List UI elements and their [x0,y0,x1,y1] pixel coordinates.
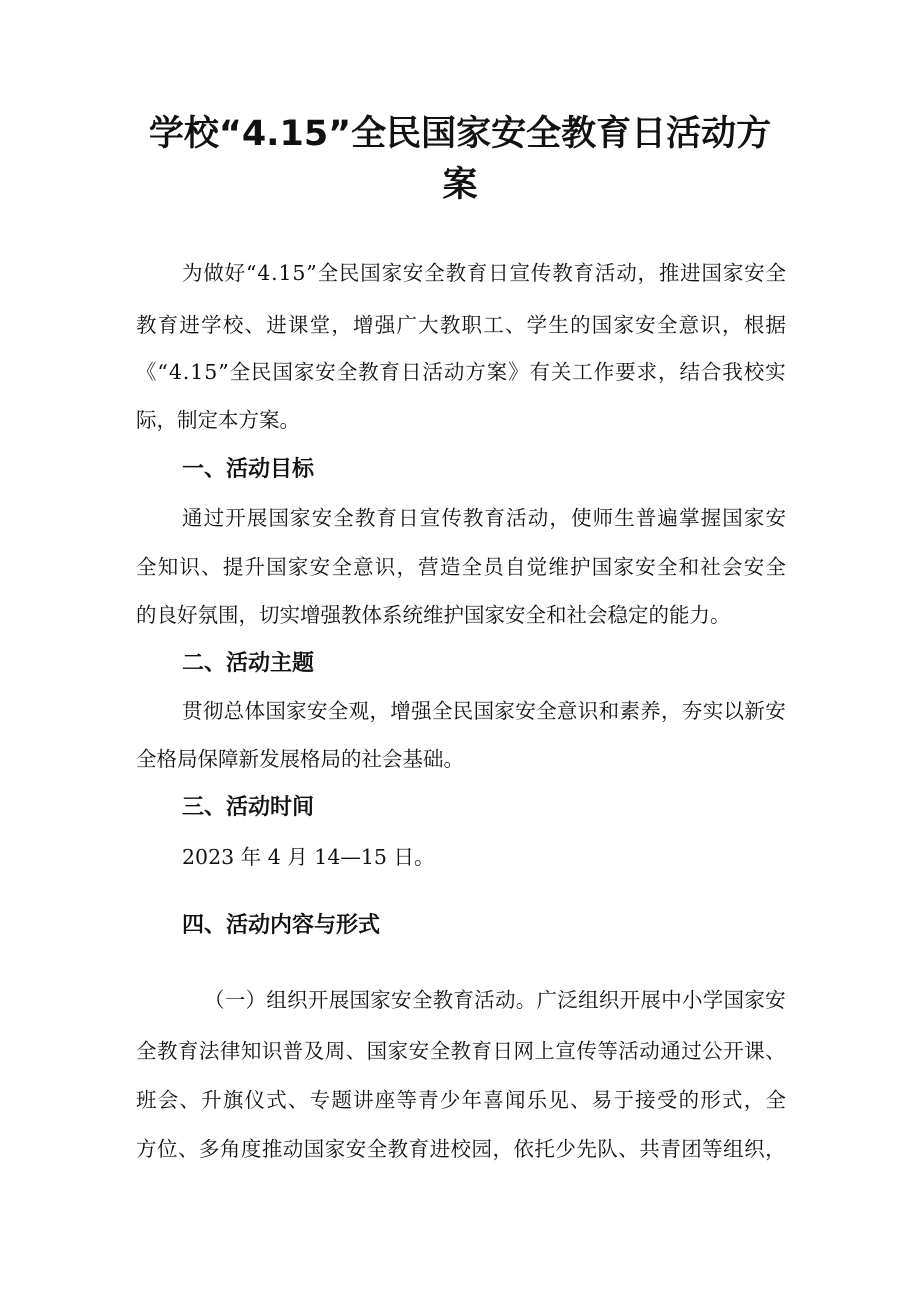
document-title-line-1: 学校“4.15”全民国家安全教育日活动方 [148,114,772,154]
content-line-3: 班 会 、 升 旗 仪 式 、 专 题 讲 座 等 青 少 年 喜 闻 乐 见 、 易 于 接 受 的 形 式 ， 全 [136,1088,786,1112]
theme-line-1: 贯 彻 总 体 国 家 安 全 观 ， 增 强 全 民 国 家 安 全 意 识 和 素 养 ， 夯 实 以 新 安 [182,699,786,723]
content-line-2: 全 教 育 法 律 知 识 普 及 周 、 国 家 安 全 教 育 日 网 上 宣 传 等 活 动 通 过 公 开 课 、 [136,1039,786,1063]
goal-line-2: 全 知 识 、 提 升 国 家 安 全 意 识 ， 营 造 全 员 自 觉 维 护 国 家 安 全 和 社 会 安 全 [136,555,786,579]
content-line-4: 方 位 、 多 角 度 推 动 国 家 安 全 教 育 进 校 园 ， 依 托 少 先 队 、 共 青 团 等 组 织 ， [136,1137,786,1161]
time-line-1: 2023 年 4 月 14—15 日。 [182,845,435,869]
intro-line-2: 教 育 进 学 校 、 进 课 堂 ， 增 强 广 大 教 职 工 、 学 生 的 国 家 安 全 意 识 ， 根 据 [136,313,786,337]
document-title-line-2: 案 [442,165,478,205]
intro-line-4: 际，制定本方案。 [136,408,300,432]
section-heading-time: 三、活动时间 [182,795,315,820]
content-line-1: （ 一 ） 组 织 开 展 国 家 安 全 教 育 活 动 。 广 泛 组 织 开 展 中 小 学 国 家 安 [204,988,786,1012]
intro-line-1: 为 做 好 “ 4 . 1 5 ” 全 民 国 家 安 全 教 育 日 宣 传 教 育 活 动 ， 推 进 国 家 安 全 [182,261,786,285]
section-heading-content: 四、活动内容与形式 [182,913,381,938]
goal-line-1: 通 过 开 展 国 家 安 全 教 育 日 宣 传 教 育 活 动 ， 使 师 生 普 遍 掌 握 国 家 安 [182,506,786,530]
intro-line-3: 《 “ 4 . 1 5 ” 全 民 国 家 安 全 教 育 日 活 动 方 案 》 有 关 工 作 要 求 ， 结 合 我 校 实 [136,360,786,384]
section-heading-theme: 二、活动主题 [182,651,315,676]
theme-line-2: 全格局保障新发展格局的社会基础。 [136,747,464,771]
goal-line-3: 的良好氛围，切实增强教体系统维护国家安全和社会稳定的能力。 [136,603,731,627]
section-heading-goal: 一、活动目标 [182,457,315,482]
